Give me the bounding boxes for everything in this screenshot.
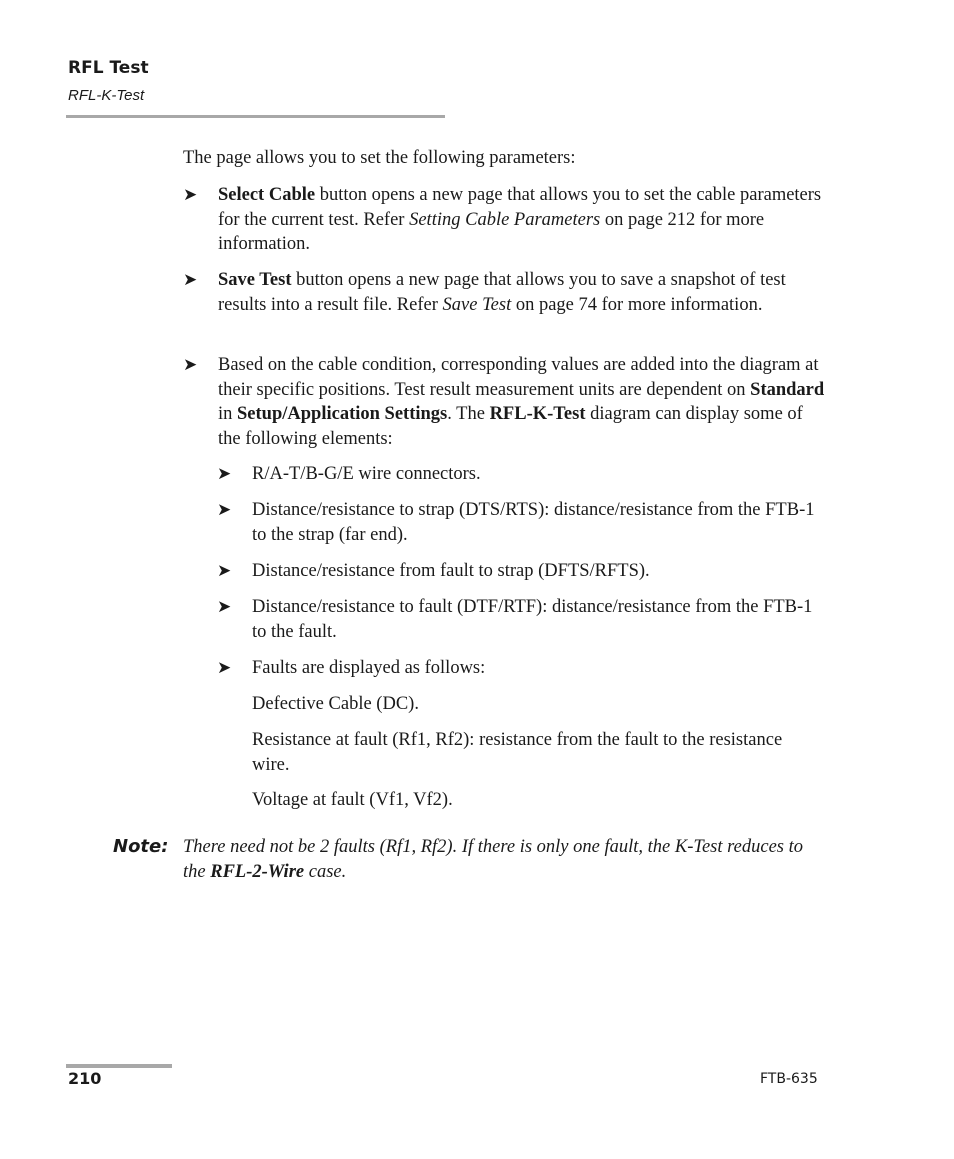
bullet-text: button opens a new page that allows you to set the cable parameters for the current test. Refer: [218, 185, 822, 230]
bullet-select-cable: [183, 183, 828, 257]
footer-rule: [66, 1064, 172, 1068]
bullet-text: button opens a new page that allows you to save a snapshot of test results into a result file. Refer: [218, 270, 786, 315]
bullet-marker-icon: ➤: [183, 270, 198, 290]
bullet-text: diagram can display some of the following elements:: [218, 404, 803, 449]
section-subtitle: RFL-K-Test: [68, 87, 145, 104]
page-number: 210: [68, 1069, 102, 1088]
sub-bullet-distance-to-fault: [217, 595, 828, 644]
bullet-text: on page 74 for more information.: [511, 294, 763, 315]
bullet-cable-condition: [183, 353, 828, 451]
note-text: [183, 835, 823, 885]
note-text-part: case.: [304, 862, 347, 882]
bullet-keyword: Save Test: [218, 270, 292, 290]
bullet-marker-icon: ➤: [217, 597, 232, 617]
sub-bullet-distance-to-strap: [217, 498, 828, 547]
section-title: RFL Test: [68, 58, 149, 78]
fault-item: Defective Cable (DC).: [252, 694, 419, 714]
bullet-text: on page 212 for more information.: [218, 209, 765, 254]
sub-bullet-text: Faults are displayed as follows:: [252, 658, 486, 678]
fault-item: Resistance at fault (Rf1, Rf2): resistance from the fault to the resistance wire.: [252, 730, 783, 775]
bullet-text: Based on the cable condition, corresponding values are added into the diagram at their specific positions. Test result measurement units are dependent on: [218, 355, 819, 400]
bullet-keyword: Standard: [750, 379, 825, 400]
sub-bullet-wire-connectors: [217, 462, 828, 487]
sub-bullet-fault-to-strap: [217, 559, 828, 584]
note-text-part: There need not be 2 faults (Rf1, Rf2). If there is only one fault, the K-Test reduces to the: [183, 837, 803, 882]
fault-item: Voltage at fault (Vf1, Vf2).: [252, 790, 453, 810]
bullet-marker-icon: ➤: [183, 355, 198, 375]
bullet-marker-icon: ➤: [217, 561, 232, 581]
bullet-text: in: [218, 404, 238, 424]
sub-bullet-text: Distance/resistance from fault to strap (DFTS/RFTS).: [252, 561, 650, 581]
bullet-marker-icon: ➤: [217, 500, 232, 520]
bullet-marker-icon: ➤: [183, 185, 198, 205]
bullet-keyword: RFL-K-Test: [489, 404, 586, 424]
bullet-text: . The: [447, 404, 490, 424]
bullet-keyword: Select Cable: [218, 185, 316, 205]
intro-paragraph: The page allows you to set the following parameters:: [183, 148, 576, 168]
sub-bullet-faults: [217, 656, 828, 681]
bullet-marker-icon: ➤: [217, 464, 232, 484]
bullet-keyword: Setup/Application Settings: [237, 404, 448, 424]
product-model: FTB-635: [760, 1071, 818, 1087]
note-keyword: RFL-2-Wire: [210, 862, 305, 882]
note-label: Note:: [113, 836, 169, 857]
cross-reference: Setting Cable Parameters: [409, 209, 601, 230]
header-rule: [66, 115, 445, 118]
bullet-save-test: [183, 268, 828, 317]
sub-bullet-text: Distance/resistance to strap (DTS/RTS): distance/resistance from the FTB-1 to the strap (far end).: [252, 500, 815, 545]
sub-bullet-text: Distance/resistance to fault (DTF/RTF): distance/resistance from the FTB-1 to the fault.: [252, 597, 813, 642]
cross-reference: Save Test: [442, 294, 512, 315]
sub-bullet-text: R/A-T/B-G/E wire connectors.: [252, 464, 481, 484]
bullet-marker-icon: ➤: [217, 658, 232, 678]
